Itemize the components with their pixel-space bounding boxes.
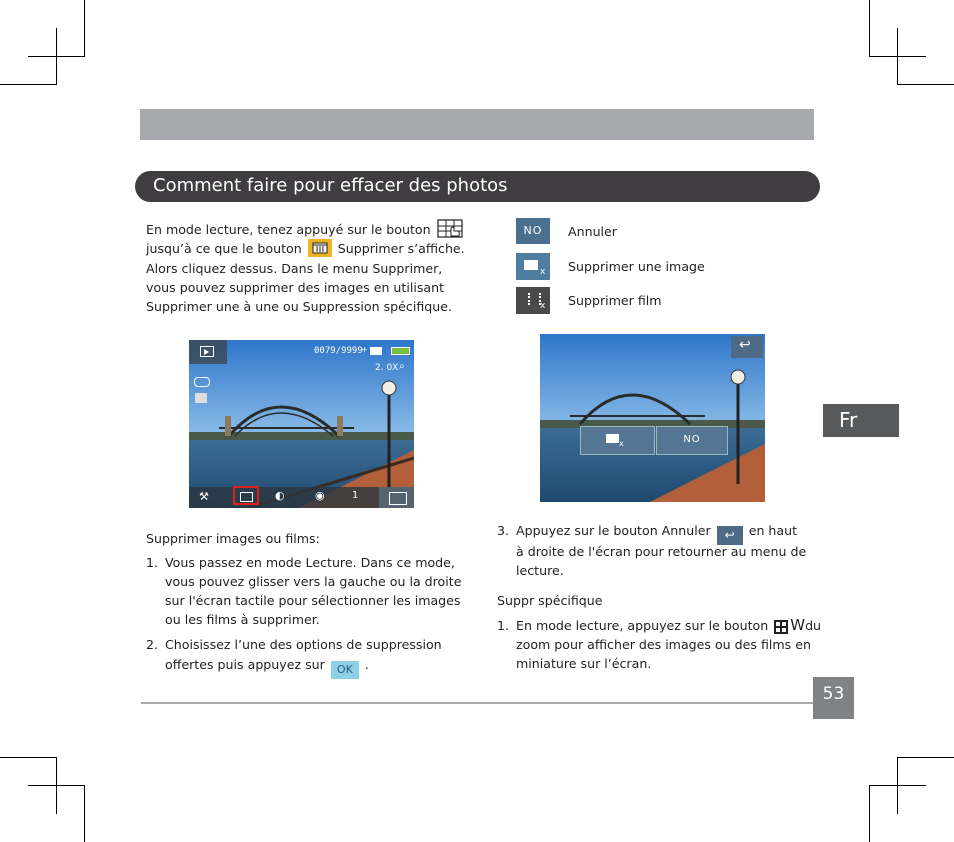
section-title: Comment faire pour effacer des photos <box>153 175 508 196</box>
intro-line: Alors cliquez dessus. Dans le menu Supprimer, <box>146 261 443 276</box>
ok-label: OK <box>336 663 353 676</box>
page-number-box <box>813 677 854 719</box>
step-text-part: En mode lecture, appuyez sur le bouton <box>516 618 769 633</box>
option-label: Annuler <box>568 224 617 239</box>
back-button-icon: ↩ <box>717 526 743 545</box>
footer-rule <box>141 702 813 704</box>
no-icon-text: NO <box>523 224 543 237</box>
intro-line: Supprimer une à une ou Suppression spécifique. <box>146 299 452 314</box>
intro-text: jusqu’à ce que le bouton <box>146 241 302 256</box>
step-text-part: du <box>805 618 822 633</box>
option-label: Supprimer film <box>568 293 662 308</box>
play-count: 1 <box>352 490 359 501</box>
trash-icon <box>240 492 253 502</box>
step-text: sur l'écran tactile pour sélectionner les images <box>165 593 461 608</box>
step-text: à droite de l'écran pour retourner au menu de <box>516 544 807 559</box>
protect-icon <box>194 377 210 387</box>
step-number: 2. <box>146 637 159 652</box>
no-button-label: NO <box>683 434 701 445</box>
language-tab <box>823 404 899 437</box>
step-text: Vous passez en mode Lecture. Dans ce mode, <box>165 555 455 570</box>
step-text: vous pouvez glisser vers la gauche ou la droite <box>165 574 462 589</box>
language-tab-label: Fr <box>839 408 858 432</box>
zoom-level: 2. 0X <box>375 363 399 373</box>
delete-highlight[interactable] <box>233 486 259 505</box>
step-text-part: en haut <box>748 523 798 538</box>
section-title-bar <box>135 171 820 202</box>
step-text: Choisissez l’une des options de suppression <box>165 637 442 652</box>
intro-text: En mode lecture, tenez appuyé sur le bouton <box>146 222 431 237</box>
star-mark: + <box>361 345 368 354</box>
step-text: zoom pour afficher des images ou des films en <box>516 637 811 652</box>
step-number: 1. <box>497 618 510 633</box>
step-text: miniature sur l’écran. <box>516 656 652 671</box>
step-text: lecture. <box>516 563 564 578</box>
delete-image-button[interactable]: x <box>580 426 655 455</box>
option-label: Supprimer une image <box>568 259 705 274</box>
back-button[interactable] <box>731 336 763 358</box>
specific-heading: Suppr spécifique <box>497 593 603 608</box>
crop-mark <box>28 785 85 786</box>
crop-mark <box>869 56 926 57</box>
ok-button-icon <box>331 661 359 679</box>
harbour-photo <box>540 334 765 502</box>
eye-icon[interactable]: ◉ <box>315 489 325 502</box>
intro-line <box>146 239 465 259</box>
steps-heading: Supprimer images ou films: <box>146 531 320 546</box>
crop-mark <box>0 84 57 85</box>
crop-mark <box>898 84 954 85</box>
step-text <box>516 616 821 636</box>
no-icon[interactable] <box>516 218 550 244</box>
crop-mark <box>898 757 954 758</box>
intro-text: Supprimer s’affiche. <box>337 241 465 256</box>
crop-mark <box>0 757 57 758</box>
step-number: 3. <box>497 523 510 538</box>
step-text-part: Appuyez sur le bouton Annuler <box>516 523 711 538</box>
header-bar <box>140 109 814 140</box>
delete-menu-screen <box>540 334 765 502</box>
intro-line: vous pouvez supprimer des images en utilisant <box>146 280 445 295</box>
image-counter: 0079/9999 <box>314 346 363 356</box>
crop-mark <box>869 785 870 842</box>
crop-mark <box>84 0 85 57</box>
thumbnail-button-icon <box>437 219 463 238</box>
step-text-part: offertes puis appuyez sur <box>165 657 325 672</box>
rotate-icon[interactable]: ◐ <box>275 489 285 502</box>
delete-film-icon[interactable]: x <box>516 287 550 314</box>
crop-mark <box>28 56 85 57</box>
step-number: 1. <box>146 555 159 570</box>
page-number: 53 <box>822 684 845 704</box>
step-text: ou les films à supprimer. <box>165 612 320 627</box>
memory-card-icon <box>370 347 382 355</box>
battery-icon <box>391 347 410 355</box>
crop-mark <box>869 0 870 57</box>
crop-mark <box>869 785 926 786</box>
step-text-part: . <box>364 657 369 672</box>
intro-line <box>146 219 465 240</box>
settings-tools-icon[interactable]: ⚒ <box>199 490 209 503</box>
zoom-thumbnail-icon <box>774 620 788 634</box>
crop-mark <box>84 785 85 842</box>
thumbnail-grid-icon[interactable] <box>389 492 407 505</box>
delete-button-icon <box>308 239 332 257</box>
camera-playback-screen <box>189 340 414 508</box>
magnifier-icon: ⌕ <box>399 361 405 372</box>
step-text <box>165 655 369 679</box>
delete-image-icon[interactable]: x <box>516 253 550 280</box>
zoom-w-label: W <box>790 616 806 634</box>
playback-icon[interactable] <box>200 346 214 357</box>
dpof-icon <box>195 393 207 403</box>
back-arrow-icon: ↩ <box>739 337 751 353</box>
no-button[interactable] <box>656 426 728 455</box>
